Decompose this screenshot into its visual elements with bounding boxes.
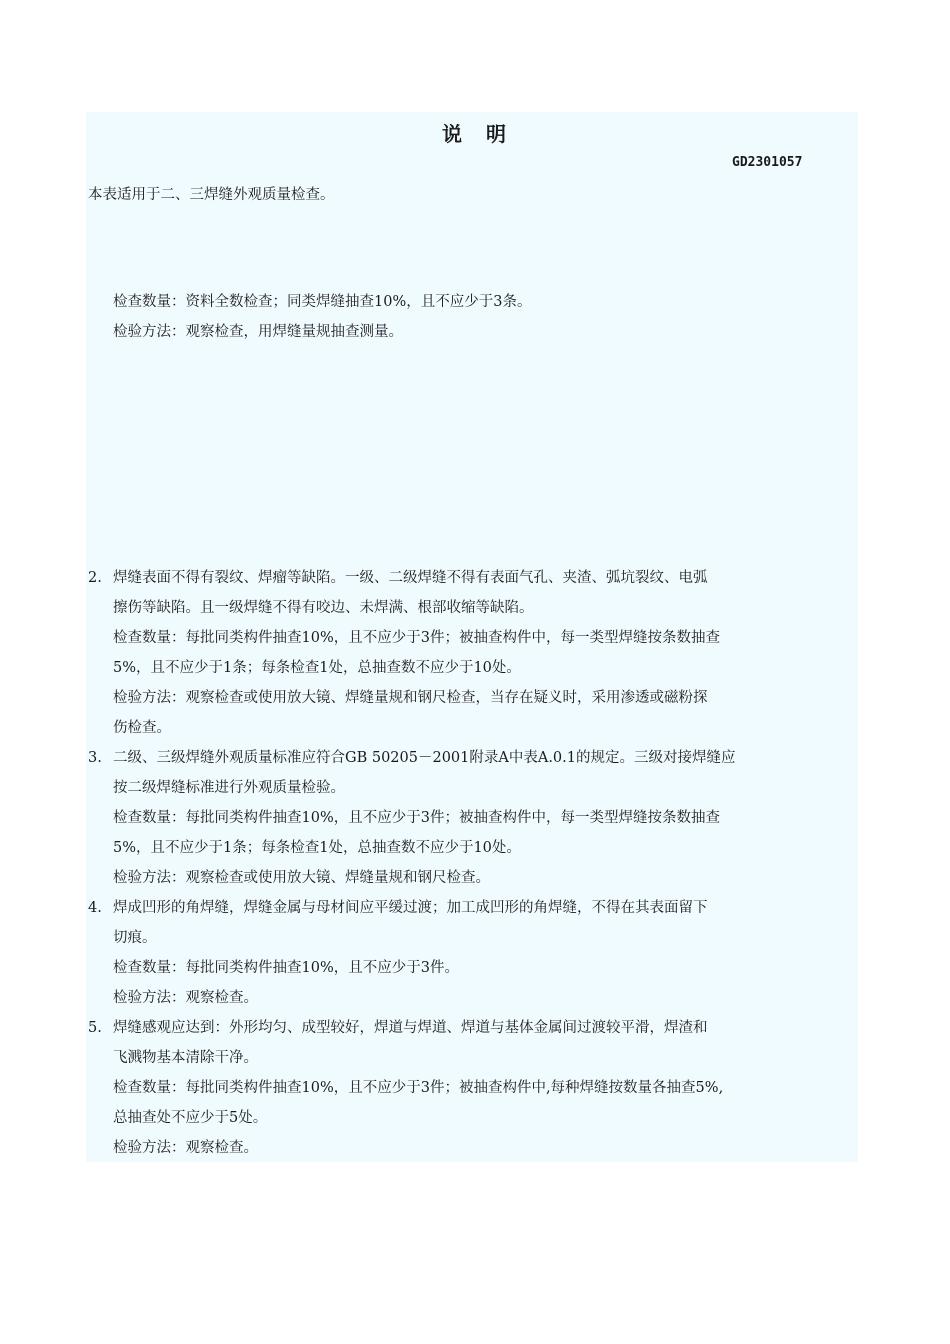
document-code: GD2301057 <box>732 155 803 170</box>
item5-number: 5. <box>88 1020 102 1036</box>
item3-quantity: 5%，且不应少于1条；每条检查1处，总抽查数不应少于10处。 <box>113 840 521 856</box>
item1-quantity: 检查数量：资料全数检查；同类焊缝抽查10%，且不应少于3条。 <box>113 294 532 310</box>
item2-quantity: 检查数量：每批同类构件抽查10%，且不应少于3件；被抽查构件中，每一类型焊缝按条数抽查 <box>113 630 720 646</box>
item5-text: 焊缝感观应达到：外形均匀、成型较好，焊道与焊道、焊道与基体金属间过渡较平滑，焊渣和 <box>113 1020 708 1036</box>
item3-number: 3. <box>88 750 102 766</box>
item3-method: 检验方法：观察检查或使用放大镜、焊缝量规和钢尺检查。 <box>113 870 490 886</box>
item2-quantity: 5%，且不应少于1条；每条检查1处，总抽查数不应少于10处。 <box>113 660 521 676</box>
item5-quantity: 总抽查处不应少于5处。 <box>113 1110 268 1126</box>
item4-method: 检验方法：观察检查。 <box>113 990 258 1006</box>
item3-text: 二级、三级焊缝外观质量标准应符合GB 50205－2001附录A中表A.0.1的规定。三级对接焊缝应 <box>113 750 736 766</box>
item4-text: 焊成凹形的角焊缝，焊缝金属与母材间应平缓过渡；加工成凹形的角焊缝，不得在其表面留下 <box>113 900 708 916</box>
item2-method: 伤检查。 <box>113 720 171 736</box>
item3-quantity: 检查数量：每批同类构件抽查10%，且不应少于3件；被抽查构件中，每一类型焊缝按条数抽查 <box>113 810 720 826</box>
item5-method: 检验方法：观察检查。 <box>113 1140 258 1156</box>
page-title: 说 明 <box>442 122 508 146</box>
item2-method: 检验方法：观察检查或使用放大镜、焊缝量规和钢尺检查，当存在疑义时，采用渗透或磁粉探 <box>113 690 708 706</box>
intro-text: 本表适用于二、三焊缝外观质量检查。 <box>88 187 335 203</box>
item1-method: 检验方法：观察检查，用焊缝量规抽查测量。 <box>113 324 403 340</box>
item5-text: 飞溅物基本清除干净。 <box>113 1050 258 1066</box>
item4-quantity: 检查数量：每批同类构件抽查10%，且不应少于3件。 <box>113 960 459 976</box>
item2-number: 2. <box>88 570 102 586</box>
item4-text: 切痕。 <box>113 930 157 946</box>
item4-number: 4. <box>88 900 102 916</box>
item2-text: 焊缝表面不得有裂纹、焊瘤等缺陷。一级、二级焊缝不得有表面气孔、夹渣、弧坑裂纹、电弧 <box>113 570 708 586</box>
item5-quantity: 检查数量：每批同类构件抽查10%，且不应少于3件；被抽查构件中,每种焊缝按数量各抽查5%, <box>113 1080 724 1096</box>
item3-text: 按二级焊缝标准进行外观质量检验。 <box>113 780 345 796</box>
item2-text: 擦伤等缺陷。且一级焊缝不得有咬边、未焊满、根部收缩等缺陷。 <box>113 600 534 616</box>
